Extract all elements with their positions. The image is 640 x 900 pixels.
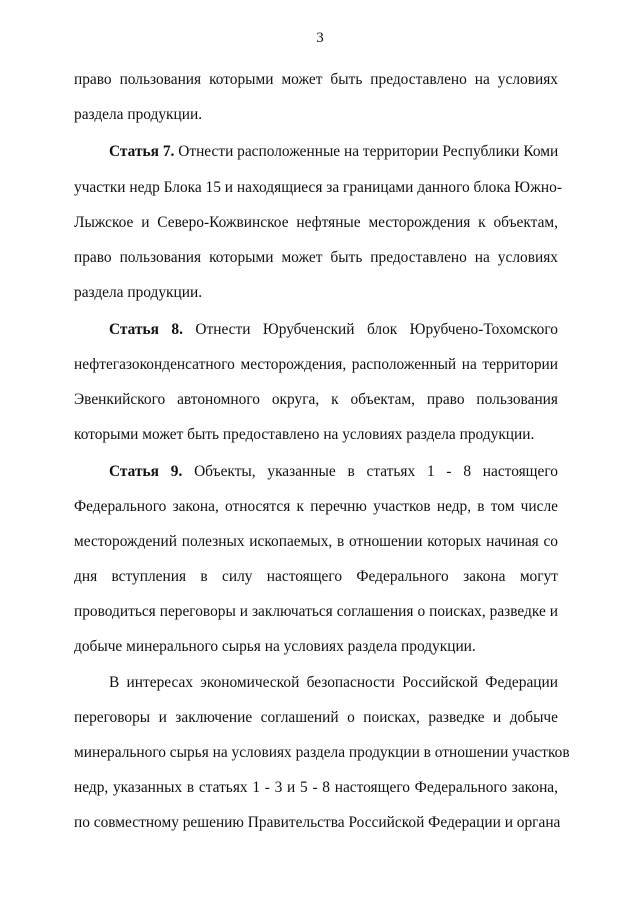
line-text: проводиться переговоры и заключаться соглашения о поисках, разведке и (74, 603, 558, 620)
text-line (74, 497, 558, 517)
article-heading: Статья 7. (109, 143, 175, 160)
text-line (74, 178, 562, 198)
text-line (74, 425, 558, 445)
line-text: месторождений полезных ископаемых, в отношении которых начиная со (74, 533, 558, 550)
line-text: которыми может быть предоставлено на условиях раздела продукции. (74, 426, 535, 443)
text-line (74, 602, 558, 622)
text-line (74, 390, 558, 410)
line-text: по совместному решению Правительства Российской Федерации и органа (74, 814, 561, 831)
text-line (74, 778, 558, 798)
text-line (74, 673, 558, 693)
line-text: Объекты, указанные в статьях 1 - 8 настоящего (182, 463, 558, 480)
text-line (74, 743, 570, 763)
article-heading: Статья 9. (109, 463, 183, 480)
text-line (74, 142, 558, 162)
text-line (74, 355, 558, 375)
line-text: раздела продукции. (74, 106, 203, 123)
line-text: недр, указанных в статьях 1 - 3 и 5 - 8 настоящего Федерального закона, (74, 779, 558, 796)
line-text: дня вступления в силу настоящего Федерального закона могут (74, 568, 558, 585)
line-text: Лыжское и Северо-Кожвинское нефтяные месторождения к объектам, (74, 214, 558, 231)
page-number: 3 (316, 30, 324, 46)
line-text: переговоры и заключение соглашений о поисках, разведке и добыче (74, 709, 558, 726)
line-text: Федерального закона, относятся к перечню участков недр, в том числе (74, 498, 558, 515)
text-line (74, 708, 558, 728)
text-line (74, 213, 558, 233)
text-line (74, 637, 558, 657)
line-text: минерального сырья на условиях раздела продукции в отношении участков (74, 744, 570, 761)
article-heading: Статья 8. (109, 321, 183, 338)
text-line (74, 567, 558, 587)
text-line (74, 248, 558, 268)
text-line (74, 813, 561, 833)
text-line (74, 70, 558, 90)
text-line (74, 462, 558, 482)
line-text: раздела продукции. (74, 284, 203, 301)
line-text: В интересах экономической безопасности Российской Федерации (109, 674, 558, 691)
line-text: Отнести Юрубченский блок Юрубчено-Тохомского (182, 321, 558, 338)
line-text: Эвенкийского автономного округа, к объектам, право пользования (74, 391, 558, 408)
text-line (74, 105, 558, 125)
line-text: нефтегазоконденсатного месторождения, расположенный на территории (74, 356, 558, 373)
text-line (74, 320, 558, 340)
line-text: право пользования которыми может быть предоставлено на условиях (74, 71, 558, 88)
line-text: участки недр Блока 15 и находящиеся за границами данного блока Южно- (74, 179, 562, 196)
line-text: право пользования которыми может быть предоставлено на условиях (74, 249, 558, 266)
text-line (74, 283, 558, 303)
line-text: добыче минерального сырья на условиях раздела продукции. (74, 638, 476, 655)
text-line (74, 532, 558, 552)
line-text: Отнести расположенные на территории Республики Коми (174, 143, 559, 160)
